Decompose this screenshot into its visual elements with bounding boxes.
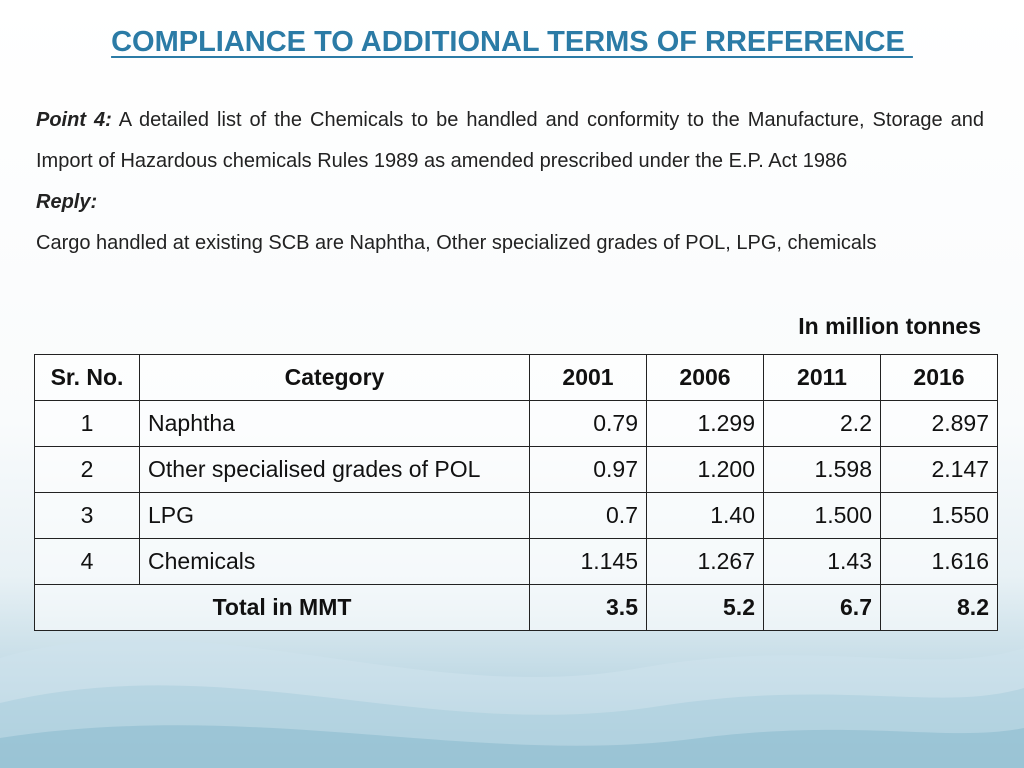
total-label: Total in MMT xyxy=(35,585,530,631)
table-row xyxy=(35,401,998,447)
unit-label: In million tonnes xyxy=(798,313,981,339)
cell-sr-no: 4 xyxy=(35,539,140,585)
cell-2011: 2.2 xyxy=(764,401,881,447)
cell-category: LPG xyxy=(140,493,530,539)
cell-category: Naphtha xyxy=(140,401,530,447)
cell-2006: 1.267 xyxy=(647,539,764,585)
cargo-table xyxy=(34,354,998,631)
page-title: COMPLIANCE TO ADDITIONAL TERMS OF RREFERENCE xyxy=(111,26,913,58)
cell-2001: 1.145 xyxy=(530,539,647,585)
point-label: Point 4: xyxy=(36,109,112,131)
total-2011: 6.7 xyxy=(764,585,881,631)
cell-category: Chemicals xyxy=(140,539,530,585)
table-header-row xyxy=(35,355,998,401)
reply-label: Reply: xyxy=(36,191,98,213)
header-sr-no: Sr. No. xyxy=(35,355,140,401)
cell-2016: 2.897 xyxy=(881,401,998,447)
total-2016: 8.2 xyxy=(881,585,998,631)
table-row xyxy=(35,539,998,585)
total-2006: 5.2 xyxy=(647,585,764,631)
header-2001: 2001 xyxy=(530,355,647,401)
cell-2006: 1.299 xyxy=(647,401,764,447)
cell-2011: 1.43 xyxy=(764,539,881,585)
cell-2016: 1.550 xyxy=(881,493,998,539)
header-2011: 2011 xyxy=(764,355,881,401)
body-text xyxy=(36,100,984,264)
cell-2011: 1.500 xyxy=(764,493,881,539)
cell-sr-no: 2 xyxy=(35,447,140,493)
total-2001: 3.5 xyxy=(530,585,647,631)
header-2006: 2006 xyxy=(647,355,764,401)
header-2016: 2016 xyxy=(881,355,998,401)
cell-2016: 2.147 xyxy=(881,447,998,493)
point-text: A detailed list of the Chemicals to be handled and conformity to the Manufacture, Storage and Import of Hazardous chemicals Rules 1989 as amended prescribed under the E.P. Act 1986 xyxy=(36,109,984,172)
header-category: Category xyxy=(140,355,530,401)
reply-text: Cargo handled at existing SCB are Naphtha, Other specialized grades of POL, LPG, chemicals xyxy=(36,232,877,254)
cell-sr-no: 1 xyxy=(35,401,140,447)
cell-sr-no: 3 xyxy=(35,493,140,539)
cell-2006: 1.40 xyxy=(647,493,764,539)
cell-2016: 1.616 xyxy=(881,539,998,585)
cell-2001: 0.79 xyxy=(530,401,647,447)
table-row xyxy=(35,447,998,493)
cell-2001: 0.7 xyxy=(530,493,647,539)
cell-2006: 1.200 xyxy=(647,447,764,493)
cell-2001: 0.97 xyxy=(530,447,647,493)
cell-2011: 1.598 xyxy=(764,447,881,493)
table-row xyxy=(35,493,998,539)
total-row xyxy=(35,585,998,631)
point-paragraph xyxy=(36,100,984,182)
cell-category: Other specialised grades of POL xyxy=(140,447,530,493)
